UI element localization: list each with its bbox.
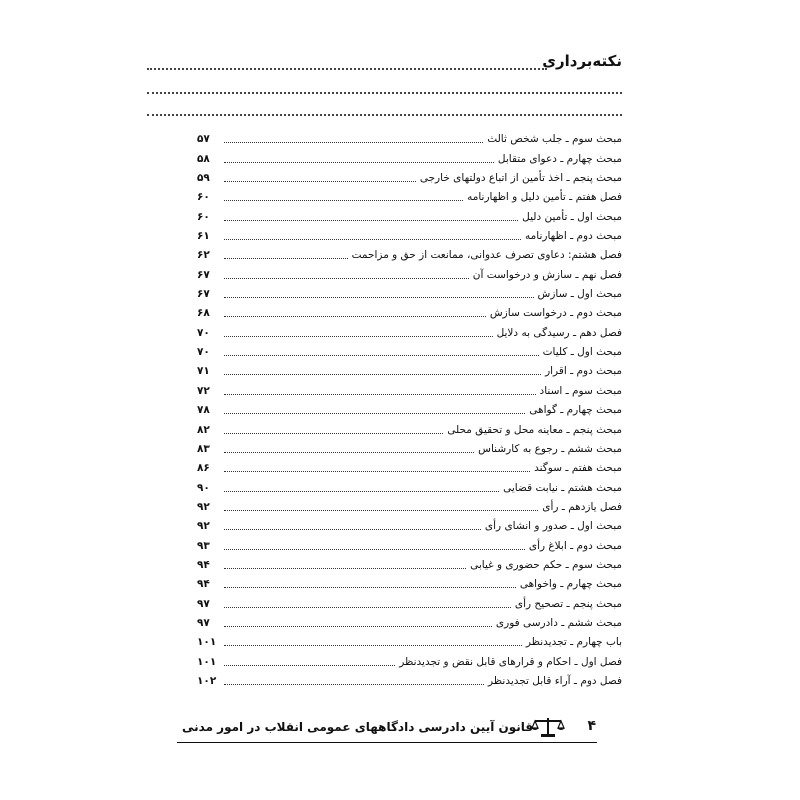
toc-entry-title: مبحث دوم ـ اقرار [545,365,622,378]
toc-entry [197,438,622,457]
toc-entry-title: مبحث دوم ـ اظهارنامه [525,230,622,243]
toc-entry-title: مبحث اول ـ کلیات [542,346,622,359]
toc-entry-page: ۸۳ [197,442,210,455]
toc-entry-page: ۹۲ [197,500,210,513]
toc-leader-dots [224,452,474,453]
toc-entry-page: ۹۷ [197,597,210,610]
toc-leader-dots [224,607,511,608]
toc-entry-page: ۱۰۱ [197,636,217,649]
toc-entry [197,205,622,224]
toc-entry-page: ۹۴ [197,578,210,591]
toc-entry-page: ۵۷ [197,133,210,146]
toc-entry-title: مبحث سوم ـ اسناد [539,384,622,397]
toc-entry [197,302,622,321]
toc-entry [197,263,622,282]
footer-rule [177,742,597,743]
toc-entry [197,631,622,650]
toc-leader-dots [224,162,494,163]
toc-leader-dots [224,297,534,298]
toc-entry [197,534,622,553]
toc-entry-title: مبحث دوم ـ ابلاغ رأی [528,539,622,552]
toc-entry-page: ۸۲ [197,423,210,436]
toc-entry-title: مبحث پنجم ـ اخذ تأمین از اتباع دولتهای خارجی [419,172,622,185]
toc-leader-dots [224,220,518,221]
toc-entry-page: ۶۱ [197,230,210,243]
toc-entry-page: ۵۹ [197,172,210,185]
toc-leader-dots [224,142,483,143]
toc-leader-dots [224,626,492,627]
toc-entry [197,650,622,669]
toc-leader-dots [224,413,525,414]
toc-entry-title: باب چهارم ـ تجدیدنظر [525,636,622,649]
toc-entry [197,418,622,437]
toc-leader-dots [224,529,481,530]
toc-leader-dots [224,433,443,434]
notes-heading: نکته‌برداری [542,52,622,70]
toc-leader-dots [224,278,469,279]
toc-entry-title: مبحث هشتم ـ نیابت قضایی [503,481,622,494]
note-line-1 [147,68,547,70]
toc-entry-page: ۶۰ [197,191,210,204]
toc-entry-title: مبحث سوم ـ جلب شخص ثالث [487,133,622,146]
toc-leader-dots [224,549,525,550]
toc-entry-title: فصل اول ـ احکام و قرارهای قابل نقض و تجدیدنظر [399,655,622,668]
toc-entry [197,379,622,398]
toc-entry [197,147,622,166]
toc-entry-title: مبحث اول ـ سازش [537,288,622,301]
toc-entry-page: ۹۲ [197,520,210,533]
toc-leader-dots [224,587,516,588]
table-of-contents [197,128,622,689]
toc-leader-dots [224,258,348,259]
toc-entry-page: ۶۸ [197,307,210,320]
toc-entry [197,244,622,263]
toc-entry [197,670,622,689]
toc-leader-dots [224,336,493,337]
toc-leader-dots [224,491,499,492]
toc-entry [197,457,622,476]
toc-entry [197,612,622,631]
scales-of-justice-icon [530,716,566,738]
toc-entry-title: فصل دوم ـ آراء قابل تجدیدنظر [488,674,622,687]
toc-leader-dots [224,355,539,356]
toc-entry [197,225,622,244]
toc-leader-dots [224,665,395,666]
note-line-2 [147,92,622,94]
toc-entry [197,283,622,302]
toc-entry [197,167,622,186]
toc-entry [197,554,622,573]
toc-leader-dots [224,684,484,685]
toc-entry [197,399,622,418]
toc-entry-page: ۹۴ [197,558,210,571]
toc-entry [197,128,622,147]
toc-leader-dots [224,645,522,646]
toc-entry-title: مبحث ششم ـ دادرسی فوری [495,616,622,629]
toc-entry-page: ۷۸ [197,404,210,417]
page-number: ۴ [587,718,596,734]
toc-leader-dots [224,200,463,201]
toc-leader-dots [224,568,466,569]
toc-entry-page: ۹۳ [197,539,210,552]
toc-entry-page: ۷۱ [197,365,210,378]
toc-entry-title: فصل یازدهم ـ رأی [542,500,622,513]
toc-entry-page: ۱۰۲ [197,674,217,687]
toc-entry [197,592,622,611]
toc-entry-title: مبحث دوم ـ درخواست سازش [489,307,622,320]
toc-entry-page: ۱۰۱ [197,655,217,668]
toc-entry-title: مبحث چهارم ـ واخواهی [519,578,622,591]
toc-entry-page: ۶۷ [197,268,210,281]
toc-leader-dots [224,471,530,472]
toc-entry-title: مبحث چهارم ـ دعوای متقابل [497,152,622,165]
toc-entry-page: ۹۰ [197,481,210,494]
toc-entry-title: مبحث پنجم ـ تصحیح رأی [514,597,622,610]
toc-leader-dots [224,239,521,240]
toc-entry [197,515,622,534]
toc-entry-page: ۶۰ [197,210,210,223]
toc-leader-dots [224,181,416,182]
toc-leader-dots [224,510,538,511]
toc-leader-dots [224,374,541,375]
toc-entry-title: مبحث ششم ـ رجوع به کارشناس [478,442,622,455]
toc-entry-page: ۵۸ [197,152,210,165]
toc-entry-title: فصل هفتم ـ تأمین دلیل و اظهارنامه [467,191,622,204]
toc-entry-page: ۸۶ [197,462,210,475]
toc-entry [197,573,622,592]
toc-entry [197,496,622,515]
toc-entry-title: مبحث اول ـ تأمین دلیل [522,210,622,223]
toc-entry [197,341,622,360]
book-title: قانون آیین دادرسی دادگاههای عمومی انقلاب در امور مدنی [182,720,534,734]
toc-entry-page: ۶۲ [197,249,210,262]
toc-entry-title: مبحث اول ـ صدور و انشای رأی [484,520,622,533]
toc-entry-title: مبحث سوم ـ حکم حضوری و غیابی [470,558,622,571]
toc-entry-page: ۷۲ [197,384,210,397]
toc-entry-title: فصل دهم ـ رسیدگی به دلایل [496,326,622,339]
toc-entry-title: مبحث هفتم ـ سوگند [534,462,622,475]
toc-entry-title: فصل هشتم: دعاوی تصرف عدوانی، ممانعت از حق و مزاحمت [351,249,622,262]
toc-entry-page: ۷۰ [197,326,210,339]
toc-entry [197,476,622,495]
toc-leader-dots [224,316,486,317]
toc-entry [197,360,622,379]
toc-entry-title: مبحث چهارم ـ گواهی [529,404,622,417]
toc-entry-title: فصل نهم ـ سازش و درخواست آن [472,268,622,281]
toc-entry-page: ۶۷ [197,288,210,301]
toc-entry [197,186,622,205]
toc-entry-page: ۷۰ [197,346,210,359]
toc-entry-title: مبحث پنجم ـ معاینه محل و تحقیق محلی [447,423,622,436]
toc-entry-page: ۹۷ [197,616,210,629]
toc-leader-dots [224,394,536,395]
toc-entry [197,321,622,340]
note-line-3 [147,114,622,116]
